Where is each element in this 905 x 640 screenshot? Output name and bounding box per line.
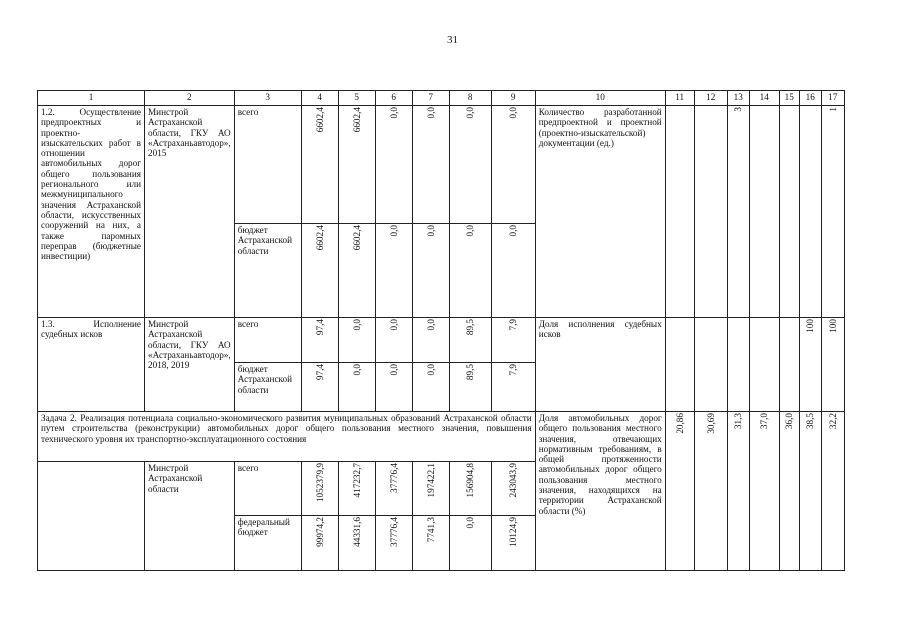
header-cell: 9	[491, 91, 535, 106]
funding-source: федеральный бюджет	[234, 516, 301, 571]
value-cell: 89,5	[465, 364, 476, 381]
target-value: 3	[733, 107, 744, 112]
value-cell: 6602,4	[351, 107, 362, 133]
value-cell: 97,4	[314, 319, 325, 336]
value-cell: 99974,2	[314, 517, 325, 547]
value-cell: 0,0	[388, 364, 399, 376]
table-row	[38, 106, 845, 224]
target-value: 36,0	[784, 413, 795, 430]
value-cell: 0,0	[425, 107, 436, 119]
header-cell: 5	[338, 91, 375, 106]
indicator: Количество разработанной предпроектной и проектной (проектно-изыскательской) документации (ед.)	[535, 106, 665, 318]
task-title: Задача 2. Реализация потенциала социально-экономического развития муниципальных образований Астраханской области путем строительства (реконструкции) автомобильных дорог общего пользования местного значения, повышения технического уровня их транспортно-эксплуатационного состояния	[38, 412, 536, 462]
value-cell: 0,0	[388, 225, 399, 237]
funding-source: бюджет Астраханской области	[234, 224, 301, 318]
target-value: 32,2	[827, 413, 838, 430]
value-cell: 0,0	[465, 517, 476, 529]
header-cell: 16	[799, 91, 821, 106]
funding-source: всего	[234, 462, 301, 516]
value-cell: 0,0	[508, 225, 519, 237]
executor: Минстрой Астраханской области	[145, 462, 235, 571]
value-cell: 0,0	[351, 319, 362, 331]
executor: Минстрой Астраханской области, ГКУ АО «Астраханьавтодор», 2015	[145, 106, 235, 318]
value-cell: 197422,1	[425, 463, 436, 498]
page-number: 31	[447, 34, 458, 46]
target-value: 100	[827, 319, 838, 333]
target-value: 30,69	[705, 413, 716, 434]
value-cell: 10124,9	[508, 517, 519, 547]
target-value: 1	[827, 107, 838, 112]
indicator: Доля автомобильных дорог общего пользования местного значения, отвечающих нормативным требованиям, в общей протяженности автомобильных дорог общего пользования местного значения, находящихся на территории Астраханской области (%)	[535, 412, 665, 571]
value-cell: 0,0	[425, 319, 436, 331]
table-row	[38, 318, 845, 363]
header-cell: 11	[665, 91, 694, 106]
value-cell: 0,0	[425, 364, 436, 376]
value-cell: 156904,8	[465, 463, 476, 498]
value-cell: 37776,4	[388, 517, 399, 547]
value-cell: 0,0	[425, 225, 436, 237]
funding-source: всего	[234, 318, 301, 363]
value-cell: 0,0	[465, 107, 476, 119]
value-cell: 417232,7	[351, 463, 362, 498]
value-cell: 243043,9	[508, 463, 519, 498]
measure-name: 1.2. Осуществление предпроектных и проектно-изыскательских работ в отношении автомобильных дорог общего пользования регионального или межмуниципального значения Астраханской области, искусственных сооружений на них, а также паромных переправ (бюджетные инвестиции)	[38, 106, 145, 318]
value-cell: 6602,4	[314, 225, 325, 251]
target-value: 100	[805, 319, 816, 333]
header-cell: 2	[145, 91, 235, 106]
value-cell: 6602,4	[351, 225, 362, 251]
funding-source: бюджет Астраханской области	[234, 363, 301, 412]
header-cell: 4	[301, 91, 338, 106]
value-cell: 6602,4	[314, 107, 325, 133]
value-cell: 7,9	[508, 364, 519, 376]
target-value: 20,86	[674, 413, 685, 434]
indicator: Доля исполнения судебных исков	[535, 318, 665, 412]
table-row	[38, 412, 845, 462]
value-cell: 7,9	[508, 319, 519, 331]
header-cell: 7	[412, 91, 449, 106]
value-cell: 1052379,9	[314, 463, 325, 503]
funding-source: всего	[234, 106, 301, 224]
header-cell: 13	[727, 91, 749, 106]
value-cell: 0,0	[508, 107, 519, 119]
target-value: 31,3	[733, 413, 744, 430]
value-cell: 44331,6	[351, 517, 362, 547]
header-cell: 17	[821, 91, 844, 106]
header-cell: 12	[694, 91, 727, 106]
header-cell: 1	[38, 91, 145, 106]
header-cell: 14	[749, 91, 779, 106]
target-value: 38,5	[805, 413, 816, 430]
header-cell: 15	[779, 91, 799, 106]
value-cell: 37776,4	[388, 463, 399, 493]
value-cell: 89,5	[465, 319, 476, 336]
value-cell: 0,0	[388, 107, 399, 119]
value-cell: 0,0	[351, 364, 362, 376]
header-cell: 6	[375, 91, 412, 106]
program-table	[37, 90, 845, 571]
header-cell: 3	[234, 91, 301, 106]
target-value: 37,0	[759, 413, 770, 430]
executor: Минстрой Астраханской области, ГКУ АО «Астраханьавтодор», 2018, 2019	[145, 318, 235, 412]
value-cell: 0,0	[388, 319, 399, 331]
measure-name: 1.3. Исполнение судебных исков	[38, 318, 145, 412]
header-cell: 8	[449, 91, 491, 106]
value-cell: 0,0	[465, 225, 476, 237]
header-row	[38, 91, 845, 106]
header-cell: 10	[535, 91, 665, 106]
value-cell: 97,4	[314, 364, 325, 381]
value-cell: 7741,3	[425, 517, 436, 543]
